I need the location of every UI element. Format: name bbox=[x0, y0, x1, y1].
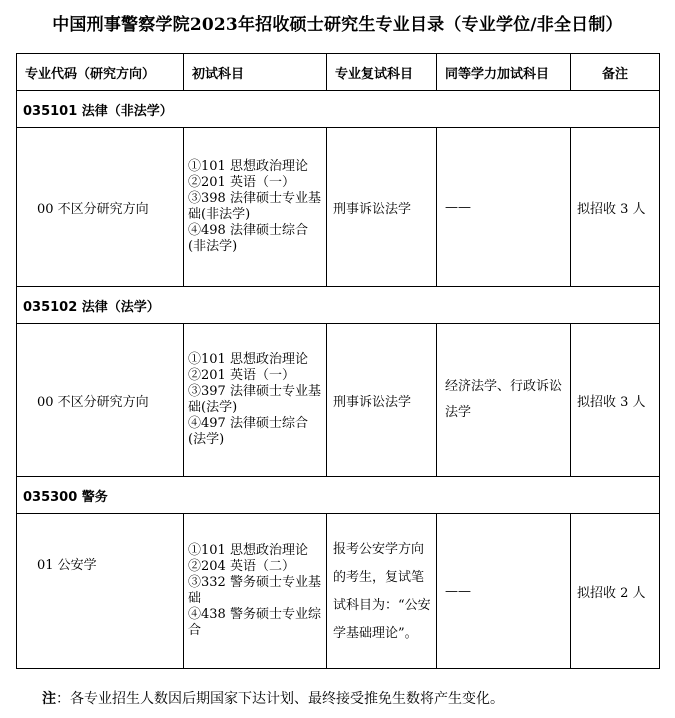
exam-subject-item: ②204 英语（二） bbox=[188, 559, 295, 574]
section-heading: 035300 警务 bbox=[17, 477, 660, 514]
exam-subject-item: ③397 法律硕士专业基础(法学) bbox=[188, 384, 321, 415]
exam-subject-item: ①101 思想政治理论 bbox=[188, 159, 308, 174]
header-notes: 备注 bbox=[571, 54, 660, 91]
table-row bbox=[17, 324, 660, 477]
header-row bbox=[17, 54, 660, 91]
research-direction: 00 不区分研究方向 bbox=[17, 128, 184, 287]
section-heading: 035101 法律（非法学） bbox=[17, 91, 660, 128]
equivalent-subject: —— bbox=[437, 514, 571, 669]
table-row bbox=[17, 128, 660, 287]
admission-note: 拟招收 3 人 bbox=[571, 324, 660, 477]
header-retest-subject: 专业复试科目 bbox=[327, 54, 437, 91]
exam-subject-item: ②201 英语（一） bbox=[188, 368, 295, 383]
research-direction: 01 公安学 bbox=[17, 514, 184, 669]
table-row bbox=[17, 514, 660, 669]
header-major-code: 专业代码（研究方向） bbox=[17, 54, 184, 91]
exam-subjects bbox=[184, 514, 327, 669]
catalog-table bbox=[16, 53, 660, 669]
admission-note: 拟招收 3 人 bbox=[571, 128, 660, 287]
exam-subject-item: ②201 英语（一） bbox=[188, 175, 295, 190]
exam-subjects bbox=[184, 128, 327, 287]
section-heading-row bbox=[17, 287, 660, 324]
section-heading: 035102 法律（法学） bbox=[17, 287, 660, 324]
admission-note: 拟招收 2 人 bbox=[571, 514, 660, 669]
footnote-text: ：各专业招生人数因后期国家下达计划、最终接受推免生数将产生变化。 bbox=[56, 691, 504, 707]
section-heading-row bbox=[17, 91, 660, 128]
exam-subject-item: ④498 法律硕士综合(非法学) bbox=[188, 223, 308, 254]
equivalent-subject: 经济法学、行政诉讼法学 bbox=[437, 324, 571, 477]
page-title: 中国刑事警察学院2023年招收硕士研究生专业目录（专业学位/非全日制） bbox=[52, 15, 623, 35]
retest-subject: 刑事诉讼法学 bbox=[327, 128, 437, 287]
header-equivalent-subject: 同等学力加试科目 bbox=[437, 54, 571, 91]
exam-subject-item: ④438 警务硕士专业综合 bbox=[188, 607, 321, 638]
exam-subjects bbox=[184, 324, 327, 477]
research-direction: 00 不区分研究方向 bbox=[17, 324, 184, 477]
exam-subject-item: ①101 思想政治理论 bbox=[188, 352, 308, 367]
retest-subject: 刑事诉讼法学 bbox=[327, 324, 437, 477]
equivalent-subject: —— bbox=[437, 128, 571, 287]
section-heading-row bbox=[17, 477, 660, 514]
header-exam-subjects: 初试科目 bbox=[184, 54, 327, 91]
exam-subject-item: ①101 思想政治理论 bbox=[188, 543, 308, 558]
retest-subject: 报考公安学方向的考生，复试笔试科目为：“公安学基础理论”。 bbox=[327, 514, 437, 669]
footnote-label: 注 bbox=[42, 691, 56, 707]
footnote bbox=[42, 688, 504, 708]
exam-subject-item: ③398 法律硕士专业基础(非法学) bbox=[188, 191, 321, 222]
exam-subject-item: ④497 法律硕士综合(法学) bbox=[188, 416, 308, 447]
exam-subject-item: ③332 警务硕士专业基础 bbox=[188, 575, 321, 606]
